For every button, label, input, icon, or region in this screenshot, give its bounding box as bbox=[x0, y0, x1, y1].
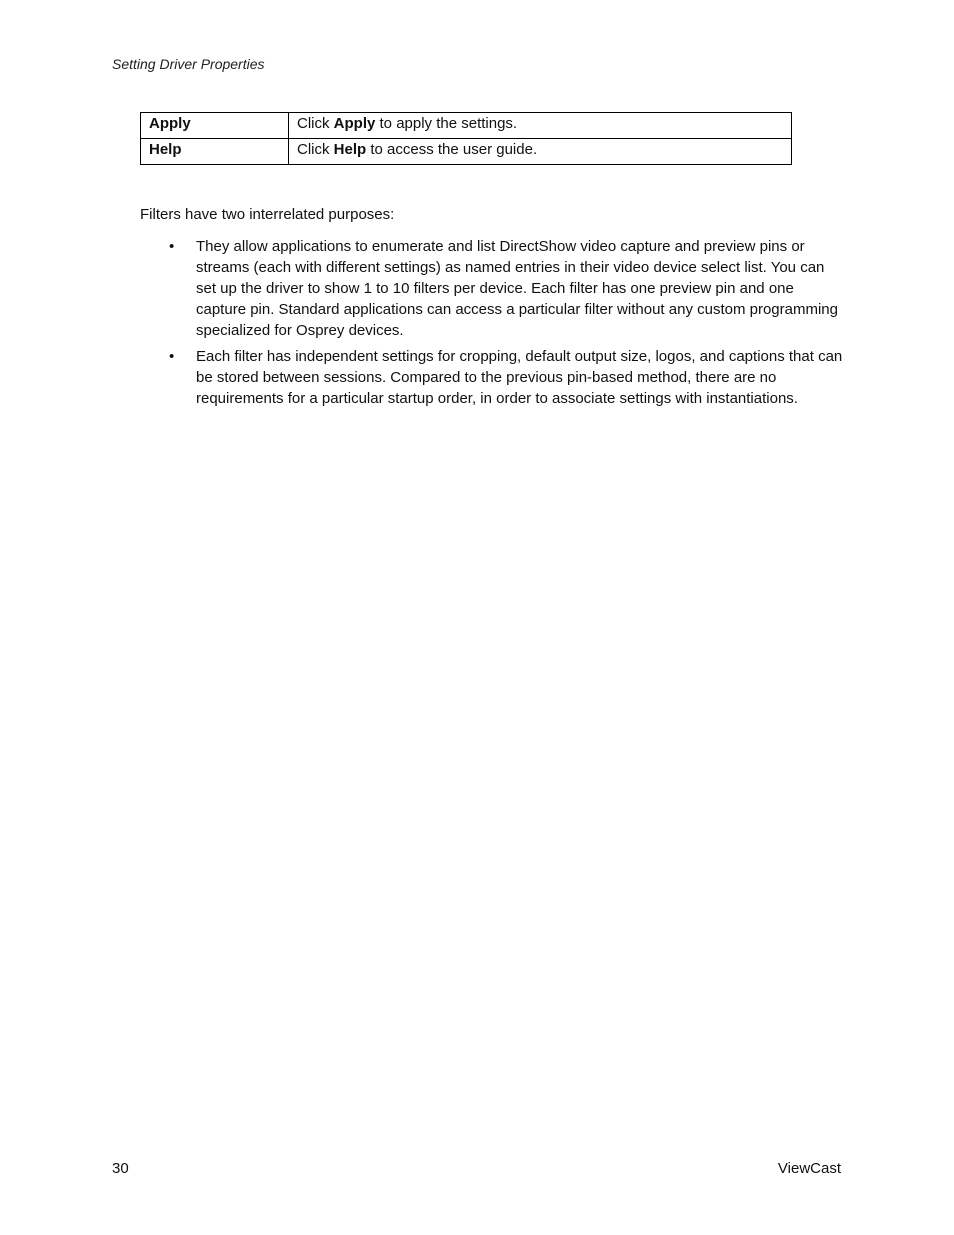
footer-brand: ViewCast bbox=[777, 1160, 841, 1177]
term-cell: Help bbox=[141, 139, 289, 165]
list-item bbox=[169, 236, 846, 341]
description-keyword: Help bbox=[333, 141, 367, 158]
list-item-text: They allow applications to enumerate and list DirectShow video capture and preview pins or streams (each with different settings) as named entries in their video device select list. You can set up the driver to show 1 to 10 filters per device. Each filter has one preview pin and one capture pin. Standard applications can access a particular filter without any custom programming specialized for Osprey devices. bbox=[196, 238, 838, 339]
running-header: Setting Driver Properties bbox=[112, 56, 265, 72]
table-row bbox=[141, 139, 792, 165]
bullet-icon: • bbox=[169, 348, 175, 365]
page-number: 30 bbox=[112, 1160, 129, 1177]
list-item-text: Each filter has independent settings for cropping, default output size, logos, and captions that can be stored between sessions. Compared to the previous pin-based method, there are no requirements for a particular startup order, in order to associate settings with instantiations. bbox=[196, 348, 843, 407]
bullet-icon: • bbox=[169, 238, 175, 255]
properties-table bbox=[140, 112, 792, 165]
description-text: Click bbox=[297, 141, 334, 158]
term-cell: Apply bbox=[141, 113, 289, 139]
description-cell bbox=[289, 139, 792, 165]
list-item bbox=[169, 346, 846, 409]
intro-paragraph: Filters have two interrelated purposes: bbox=[140, 206, 395, 223]
table-row bbox=[141, 113, 792, 139]
description-keyword: Apply bbox=[333, 115, 376, 132]
bullet-list bbox=[169, 236, 846, 414]
description-text: Click bbox=[297, 115, 334, 132]
description-cell bbox=[289, 113, 792, 139]
description-text: to access the user guide. bbox=[366, 141, 538, 158]
description-text: to apply the settings. bbox=[375, 115, 518, 132]
